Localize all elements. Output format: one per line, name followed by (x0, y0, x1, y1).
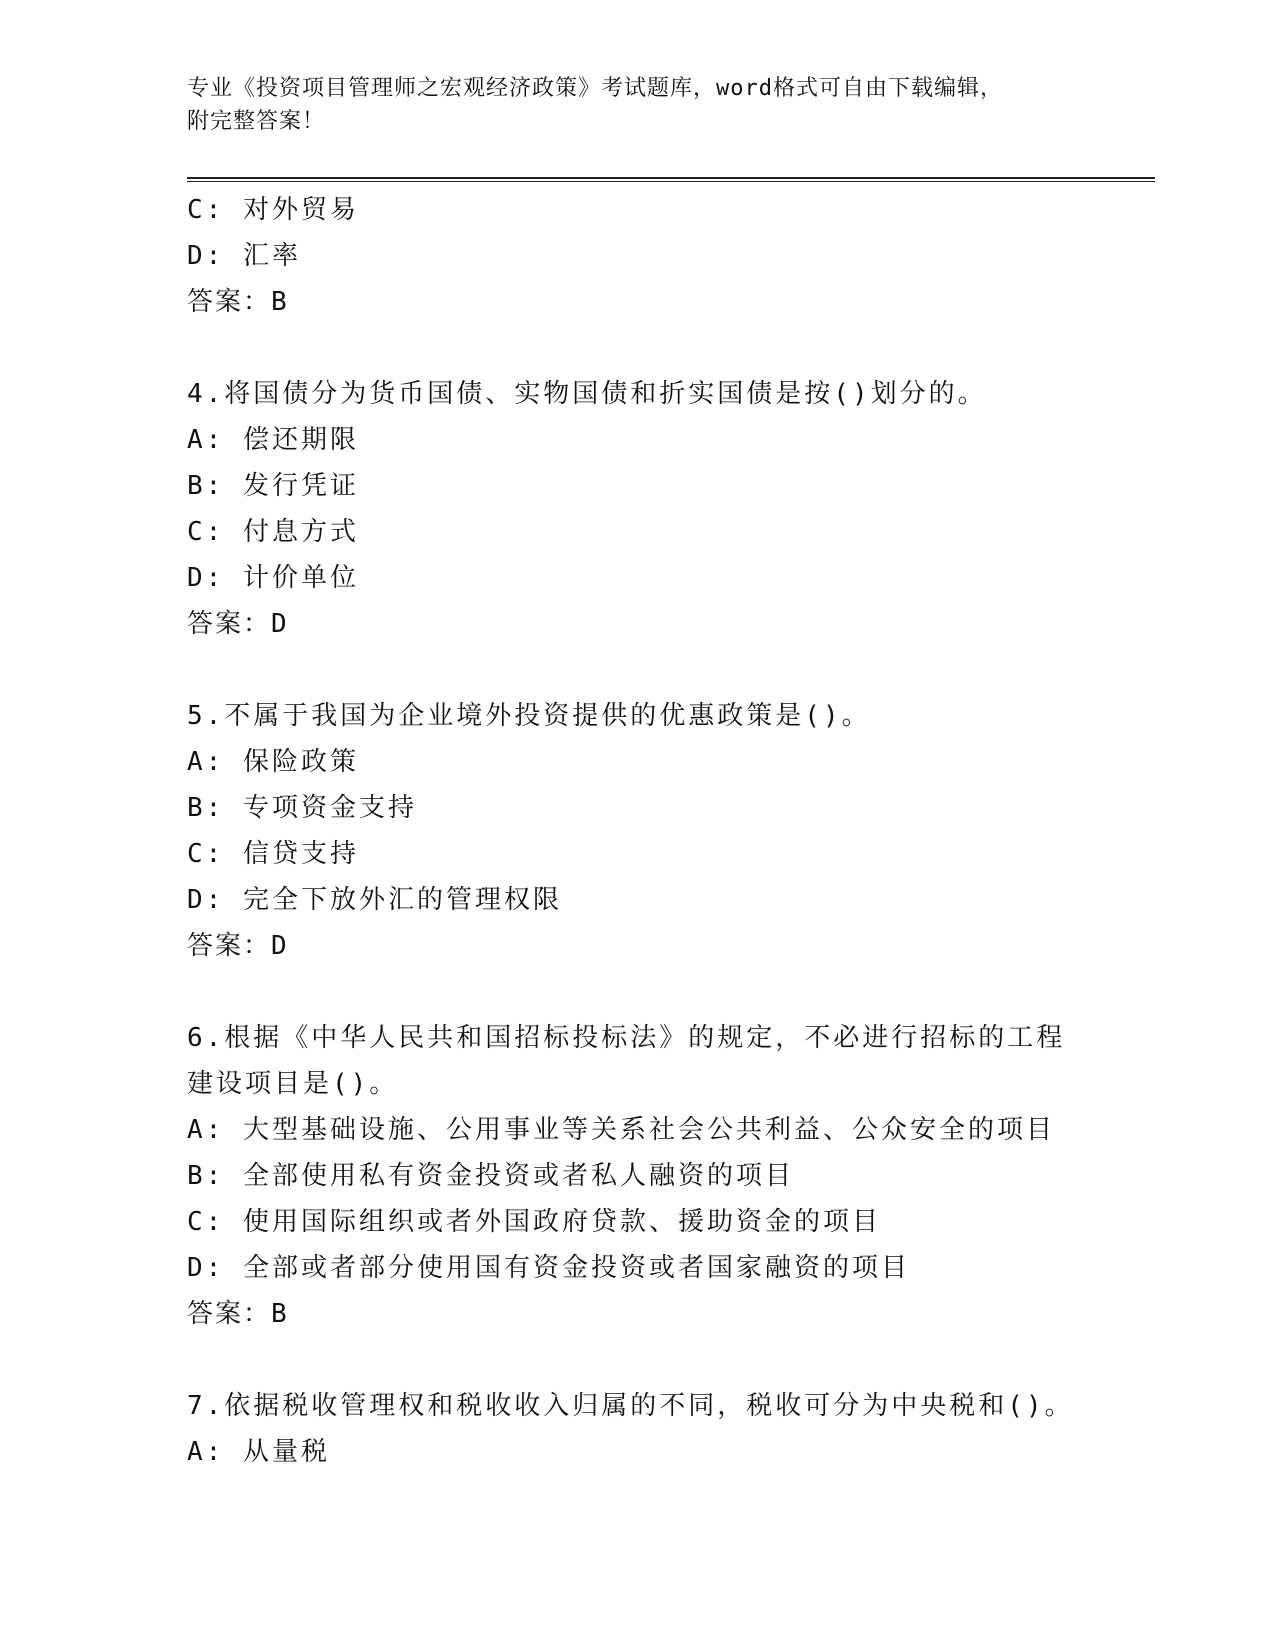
question-block-6 (187, 1015, 1147, 1337)
question-block-5 (187, 693, 1147, 969)
answer-line: 答案：D (187, 931, 289, 961)
header-divider-thick (187, 177, 1155, 179)
option-c: C: 使用国际组织或者外国政府贷款、援助资金的项目 (187, 1207, 881, 1237)
question-stem-line-1: 6.根据《中华人民共和国招标投标法》的规定，不必进行招标的工程 (187, 1023, 1066, 1053)
option-a: A: 大型基础设施、公用事业等关系社会公共利益、公众安全的项目 (187, 1115, 1055, 1145)
question-list (187, 187, 1147, 1475)
spacer (187, 1337, 1147, 1383)
question-stem-line-2: 建设项目是()。 (187, 1069, 399, 1099)
option-b: B: 发行凭证 (187, 471, 359, 501)
answer-line: 答案：B (187, 287, 289, 317)
option-c: C: 付息方式 (187, 517, 359, 547)
header-line-2: 附完整答案！ (187, 109, 326, 134)
spacer (187, 325, 1147, 371)
option-b: B: 全部使用私有资金投资或者私人融资的项目 (187, 1161, 794, 1191)
question-stem: 4.将国债分为货币国债、实物国债和折实国债是按()划分的。 (187, 379, 987, 409)
option-d: D: 汇率 (187, 241, 301, 271)
option-a: A: 从量税 (187, 1437, 330, 1467)
spacer (187, 647, 1147, 693)
option-c: C: 信贷支持 (187, 839, 359, 869)
option-b: B: 专项资金支持 (187, 793, 417, 823)
question-stem: 7.依据税收管理权和税收收入归属的不同，税收可分为中央税和()。 (187, 1391, 1074, 1421)
header-divider-thin (187, 181, 1155, 182)
spacer (187, 969, 1147, 1015)
answer-line: 答案：B (187, 1299, 289, 1329)
option-a: A: 保险政策 (187, 747, 359, 777)
question-block-4 (187, 371, 1147, 647)
answer-line: 答案：D (187, 609, 289, 639)
option-d: D: 完全下放外汇的管理权限 (187, 885, 562, 915)
option-d: D: 全部或者部分使用国有资金投资或者国家融资的项目 (187, 1253, 910, 1283)
option-d: D: 计价单位 (187, 563, 359, 593)
header-line-1: 专业《投资项目管理师之宏观经济政策》考试题库，word格式可自由下载编辑， (187, 76, 1003, 101)
document-header (187, 72, 1087, 138)
question-block-3 (187, 187, 1147, 325)
option-c: C: 对外贸易 (187, 195, 359, 225)
option-a: A: 偿还期限 (187, 425, 359, 455)
question-block-7 (187, 1383, 1147, 1475)
question-stem: 5.不属于我国为企业境外投资提供的优惠政策是()。 (187, 701, 871, 731)
